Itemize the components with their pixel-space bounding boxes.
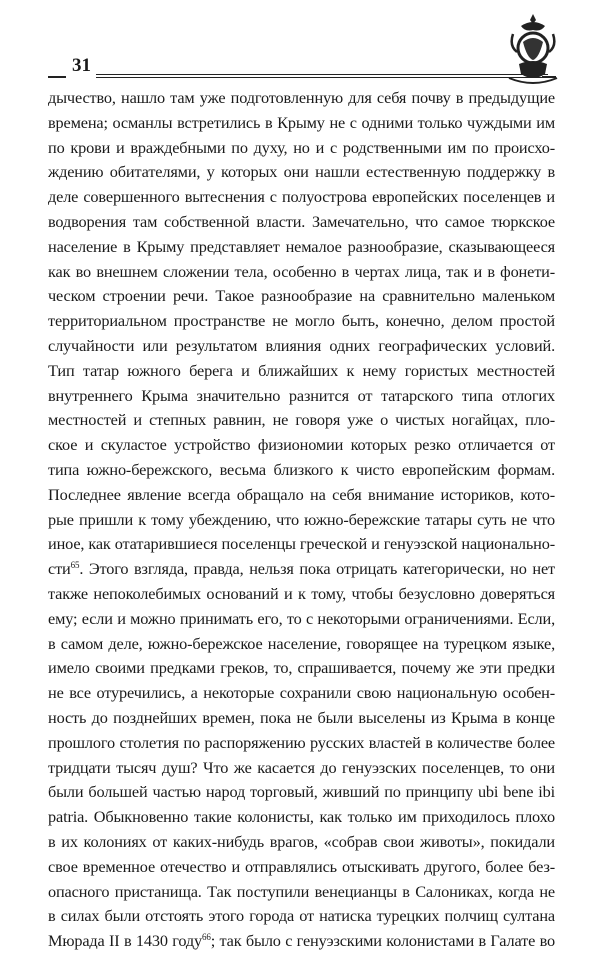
running-header — [48, 55, 556, 85]
text-line: территориальном пространстве не могло быть, конечно, делом простой — [48, 311, 555, 331]
text-segment: . Этого взгляда, правда, нельзя пока отрицать категорически, но нет — [79, 559, 555, 579]
text-line: деле совершенного вытеснения с полуострова европейских поселенцев и — [48, 187, 555, 207]
text-line: по крови и враждебными по духу, но и с родственными им по происхо- — [48, 137, 555, 157]
text-line: в самом деле, южно-бережское население, говорящее на турецком языке, — [48, 633, 555, 653]
text-line: опасного пристанища. Так поступили венецианцы в Салониках, когда не — [48, 881, 555, 901]
page-number: 31 — [68, 55, 95, 77]
text-line: водворения там собственной власти. Замечательно, что самое тюркское — [48, 211, 555, 231]
text-line: Последнее явление всегда обращало на себя внимание историков, кото- — [48, 484, 555, 504]
text-line: внутреннего Крыма значительно разнится от татарского типа отлогих — [48, 385, 555, 405]
text-line: времена; османлы встретились в Крыму не с одними только чуждыми им — [48, 112, 555, 132]
text-segment: сти — [48, 559, 71, 579]
text-line: рые пришли к тому убеждению, что южно-бережские татары суть не что — [48, 509, 555, 529]
text-line — [48, 557, 555, 582]
text-line: ность до позднейших времен, пока не были выселены из Крыма в конце — [48, 707, 555, 727]
heraldic-emblem-icon — [505, 12, 561, 88]
text-line: Тип татар южного берега и ближайших к нему гористых местностей — [48, 360, 555, 380]
body-text — [48, 86, 555, 954]
footnote-ref[interactable]: 65 — [70, 560, 80, 571]
text-line: ское и скуластое устройство физиономии которых резко отличается от — [48, 435, 555, 455]
text-line: также непоколебимых оснований и к тому, чтобы безусловно доверяться — [48, 583, 555, 603]
text-line: прошлого столетия по распоряжению русских властей в количестве более — [48, 732, 555, 752]
text-segment: ; так было с генуэзскими колонистами в Галате во — [210, 931, 555, 951]
text-line: имело своими предками греков, то, спрашивается, почему же эти предки — [48, 658, 555, 678]
text-line: в силах были отстоять этого города от натиска турецких полчищ султана — [48, 906, 555, 926]
text-line: типа южно-бережского, весьма близкого к чисто европейским формам. — [48, 459, 555, 479]
text-line: были большей частью народ торговый, живший по принципу ubi bene ibi — [48, 782, 555, 802]
header-rule — [96, 74, 548, 78]
text-line: тридцати тысяч душ? Что же касается до генуэзских поселенцев, то они — [48, 757, 555, 777]
text-line: дычество, нашло там уже подготовленную для себя почву в предыдущие — [48, 88, 555, 107]
text-line: ему; если и можно принимать его, то с некоторыми ограничениями. Если, — [48, 608, 555, 628]
text-segment: Мюрада II в 1430 году — [48, 931, 203, 951]
header-rule-left — [48, 76, 66, 78]
text-line: не все отуречились, а некоторые сохранили свою национальную особен- — [48, 683, 555, 703]
text-line: patria. Обыкновенно такие колонисты, как только им приходилось плохо — [48, 807, 555, 827]
text-line: случайности или результатом влияния одних географических условий. — [48, 335, 555, 355]
footnote-ref[interactable]: 66 — [202, 932, 211, 943]
text-line: местностей и степных равнин, не говоря уже о чистых ногайцах, пло- — [48, 410, 555, 430]
text-line: иное, как отатарившиеся поселенцы греческой и генуэзской национально- — [48, 534, 555, 554]
text-line: ждению обитателями, у которых они нашли естественную поддержку в — [48, 162, 555, 182]
text-line — [48, 929, 555, 954]
text-line: как во внешнем сложении тела, особенно в чертах лица, так и в фонети- — [48, 261, 555, 281]
text-line: ческом строении речи. Такое разнообразие на сравнительно маленьком — [48, 286, 555, 306]
text-line: свое временное отечество и отправлялись отыскивать другого, более без- — [48, 856, 555, 876]
text-line: в их колониях от каких-нибудь врагов, «собрав свои животы», покидали — [48, 831, 555, 851]
text-line: население в Крыму представляет немалое разнообразие, сказывающееся — [48, 236, 555, 256]
